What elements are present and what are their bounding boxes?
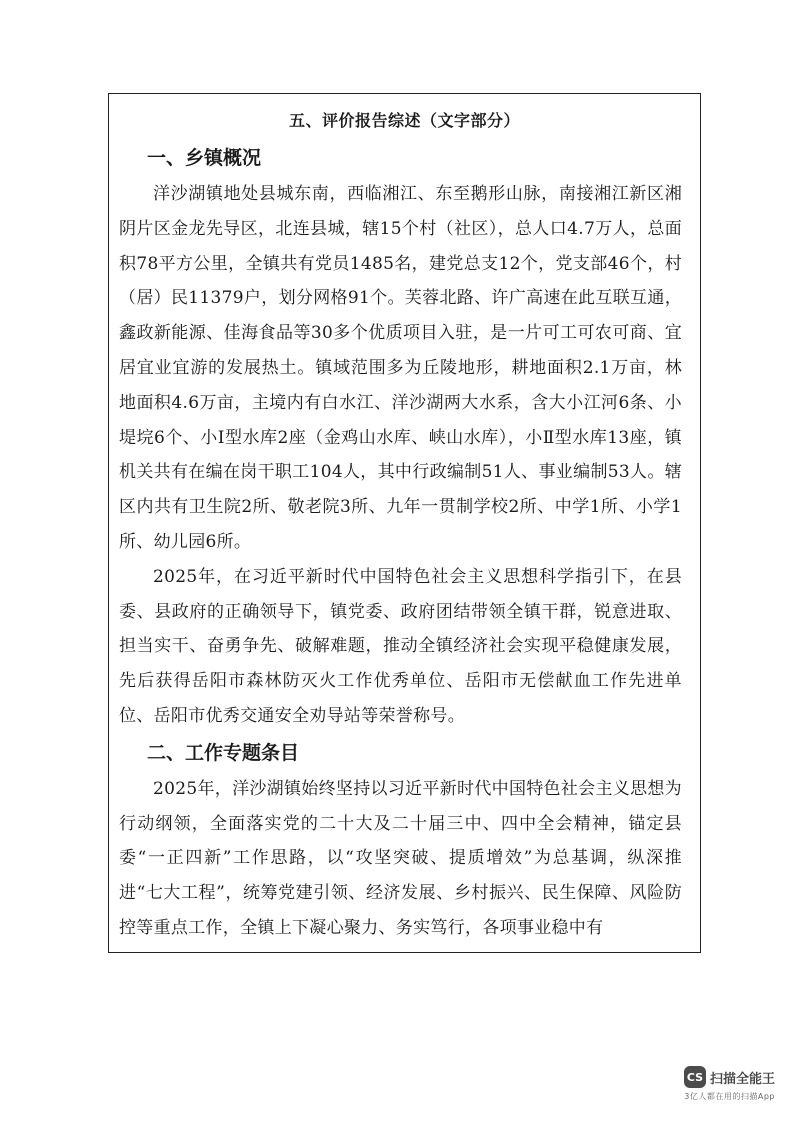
scanner-badge-top — [665, 1066, 775, 1088]
section-title: 五、评价报告综述（文字部分） — [288, 111, 520, 130]
scanner-app-name: 扫描全能王 — [709, 1071, 775, 1087]
scanner-slogan: 3亿人都在用的扫描App — [684, 1092, 775, 1101]
paragraph-work-topics: 2025年，洋沙湖镇始终坚持以习近平新时代中国特色社会主义思想为行动纲领，全面落实党的二十大及二十届三中、四中全会精神，锚定县委“一正四新”工作思路，以“攻坚突破、提质增效”为总基调，纵深推进“七大工程”，统筹党建引领、经济发展、乡村振兴、民生保障、风险防控等重点工作，全镇上下凝心聚力、务实笃行，各项事业稳中有 — [119, 778, 682, 938]
heading-work-topics: 二、工作专题条目 — [147, 741, 300, 764]
heading-township-overview: 一、乡镇概况 — [147, 147, 262, 169]
paragraph-overview: 洋沙湖镇地处县城东南，西临湘江、东至鹅形山脉，南接湘江新区湘阴片区金龙先导区，北连县城，辖15个村（社区），总人口4.7万人，总面积78平方公里，全镇共有党员1485名，建党总支12个，党支部46个，村（居）民11379户，划分网格91个。芙蓉北路、许广高速在此互联互通，鑫政新能源、佳海食品等30多个优质项目入驻，是一片可工可农可商、宜居宜业宜游的发展热土。镇域范围多为丘陵地形，耕地面积2.1万亩，林地面积4.6万亩，主境内有白水江、洋沙湖两大水系，含大小江河6条、小堤垸6个、小Ⅰ型水库2座（金鸡山水库、峡山水库），小Ⅱ型水库13座，镇机关共有在编在岗干职工104人，其中行政编制51人、事业编制53人。辖区内共有卫生院2所、敬老院3所、九年一贯制学校2所、中学1所、小学1所、幼儿园6所。 — [119, 184, 682, 552]
document-frame — [108, 93, 701, 953]
camscanner-logo-icon: CS — [684, 1066, 706, 1088]
scanner-watermark — [665, 1066, 775, 1102]
paragraph-2025-summary: 2025年，在习近平新时代中国特色社会主义思想科学指引下，在县委、县政府的正确领导下，镇党委、政府团结带领全镇干群，锐意进取、担当实干、奋勇争先、破解难题，推动全镇经济社会实现平稳健康发展，先后获得岳阳市森林防灭火工作优秀单位、岳阳市无偿献血工作先进单位、岳阳市优秀交通安全劝导站等荣誉称号。 — [119, 566, 682, 726]
